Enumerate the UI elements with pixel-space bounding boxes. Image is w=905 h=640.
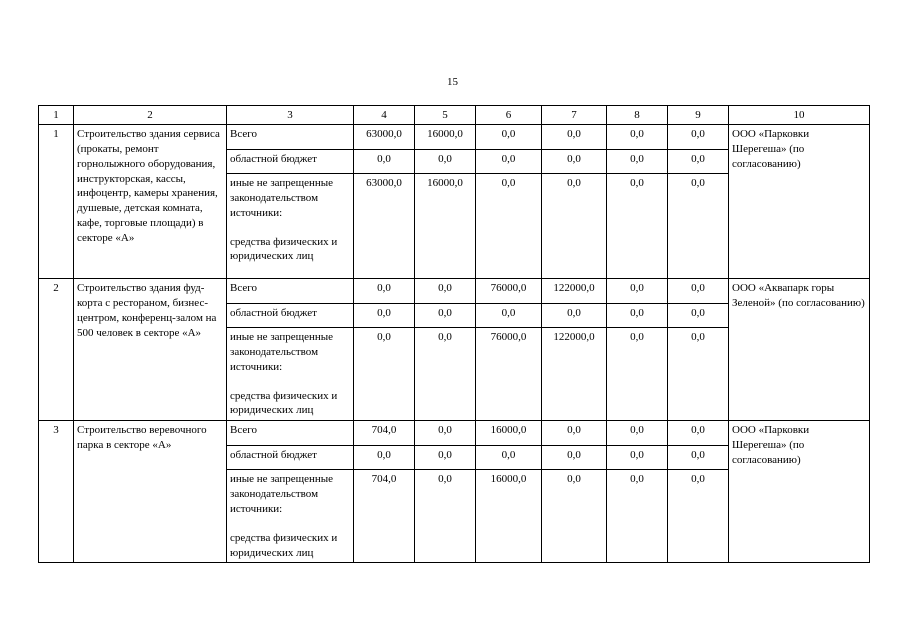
value-cell: 0,0 — [668, 150, 729, 174]
value-cell: 63000,0 — [354, 174, 415, 279]
value-cell: 0,0 — [354, 279, 415, 304]
source-label: иные не запрещенные законодательством источники: — [230, 331, 334, 373]
value-cell: 0,0 — [542, 446, 607, 470]
header-row — [39, 106, 870, 125]
value-cell: 16000,0 — [476, 421, 542, 446]
column-header: 10 — [729, 106, 870, 125]
value-cell: 0,0 — [668, 421, 729, 446]
value-cell: 63000,0 — [354, 125, 415, 150]
column-header: 4 — [354, 106, 415, 125]
value-cell: 0,0 — [476, 304, 542, 328]
activity-name: Строительство веревочного парка в секторе «А» — [74, 421, 227, 563]
value-cell: 0,0 — [542, 125, 607, 150]
column-header: 5 — [415, 106, 476, 125]
source-label: иные не запрещенные законодательством источники: — [230, 473, 334, 515]
column-header: 9 — [668, 106, 729, 125]
value-cell: 0,0 — [476, 125, 542, 150]
value-cell: 16000,0 — [476, 470, 542, 563]
executor: ООО «Парковки Шерегеша» (по согласованию) — [729, 421, 870, 563]
value-cell: 0,0 — [607, 304, 668, 328]
activity-name: Строительство здания фуд-корта с рестораном, бизнес-центром, конференц-залом на 500 человек в секторе «А» — [74, 279, 227, 421]
column-header: 2 — [74, 106, 227, 125]
value-cell: 0,0 — [668, 125, 729, 150]
source-label: средства физических и юридических лиц — [230, 389, 338, 417]
value-cell: 0,0 — [415, 150, 476, 174]
source-label: Всего — [227, 421, 354, 446]
source-label: иные не запрещенные законодательством источники: — [230, 177, 334, 219]
value-cell: 0,0 — [668, 328, 729, 421]
value-cell: 0,0 — [415, 470, 476, 563]
source-label: областной бюджет — [227, 446, 354, 470]
value-cell: 0,0 — [354, 304, 415, 328]
value-cell: 0,0 — [668, 279, 729, 304]
value-cell: 16000,0 — [415, 174, 476, 279]
activity-name: Строительство здания сервиса (прокаты, ремонт горнолыжного оборудования, инструкторская, кассы, инфоцентр, камеры хранения, душевые, детская комната, кафе, торговые площади) в секторе «А» — [74, 125, 227, 279]
value-cell: 0,0 — [542, 470, 607, 563]
value-cell: 0,0 — [415, 279, 476, 304]
value-cell: 0,0 — [354, 328, 415, 421]
column-header: 3 — [227, 106, 354, 125]
value-cell: 0,0 — [668, 446, 729, 470]
value-cell: 16000,0 — [415, 125, 476, 150]
page-number: 15 — [447, 76, 458, 88]
value-cell: 704,0 — [354, 421, 415, 446]
value-cell: 0,0 — [415, 328, 476, 421]
value-cell: 0,0 — [668, 470, 729, 563]
value-cell: 0,0 — [476, 150, 542, 174]
value-cell: 122000,0 — [542, 328, 607, 421]
column-header: 7 — [542, 106, 607, 125]
value-cell: 0,0 — [354, 150, 415, 174]
value-cell: 0,0 — [607, 470, 668, 563]
value-cell: 0,0 — [607, 328, 668, 421]
row-number: 1 — [39, 125, 74, 279]
source-label-group — [227, 328, 354, 421]
value-cell: 0,0 — [668, 174, 729, 279]
value-cell: 0,0 — [607, 150, 668, 174]
table-row — [39, 125, 870, 150]
source-label: областной бюджет — [227, 150, 354, 174]
value-cell: 0,0 — [542, 421, 607, 446]
value-cell: 0,0 — [542, 150, 607, 174]
value-cell: 0,0 — [476, 446, 542, 470]
source-label-group — [227, 174, 354, 279]
value-cell: 0,0 — [607, 125, 668, 150]
financing-table — [38, 105, 870, 563]
value-cell: 0,0 — [607, 446, 668, 470]
value-cell: 0,0 — [415, 421, 476, 446]
source-label-group — [227, 470, 354, 563]
row-number: 2 — [39, 279, 74, 421]
source-label: средства физических и юридических лиц — [230, 531, 338, 559]
value-cell: 122000,0 — [542, 279, 607, 304]
value-cell: 0,0 — [415, 446, 476, 470]
column-header: 1 — [39, 106, 74, 125]
column-header: 6 — [476, 106, 542, 125]
column-header: 8 — [607, 106, 668, 125]
table-row — [39, 421, 870, 446]
executor: ООО «Парковки Шерегеша» (по согласованию) — [729, 125, 870, 279]
value-cell: 0,0 — [354, 446, 415, 470]
value-cell: 0,0 — [607, 174, 668, 279]
value-cell: 0,0 — [415, 304, 476, 328]
value-cell: 0,0 — [542, 174, 607, 279]
value-cell: 0,0 — [607, 279, 668, 304]
value-cell: 76000,0 — [476, 279, 542, 304]
value-cell: 76000,0 — [476, 328, 542, 421]
source-label: Всего — [227, 125, 354, 150]
value-cell: 0,0 — [542, 304, 607, 328]
value-cell: 704,0 — [354, 470, 415, 563]
executor: ООО «Аквапарк горы Зеленой» (по согласованию) — [729, 279, 870, 421]
source-label: Всего — [227, 279, 354, 304]
value-cell: 0,0 — [668, 304, 729, 328]
value-cell: 0,0 — [476, 174, 542, 279]
row-number: 3 — [39, 421, 74, 563]
value-cell: 0,0 — [607, 421, 668, 446]
source-label: средства физических и юридических лиц — [230, 235, 338, 263]
table-row — [39, 279, 870, 304]
source-label: областной бюджет — [227, 304, 354, 328]
